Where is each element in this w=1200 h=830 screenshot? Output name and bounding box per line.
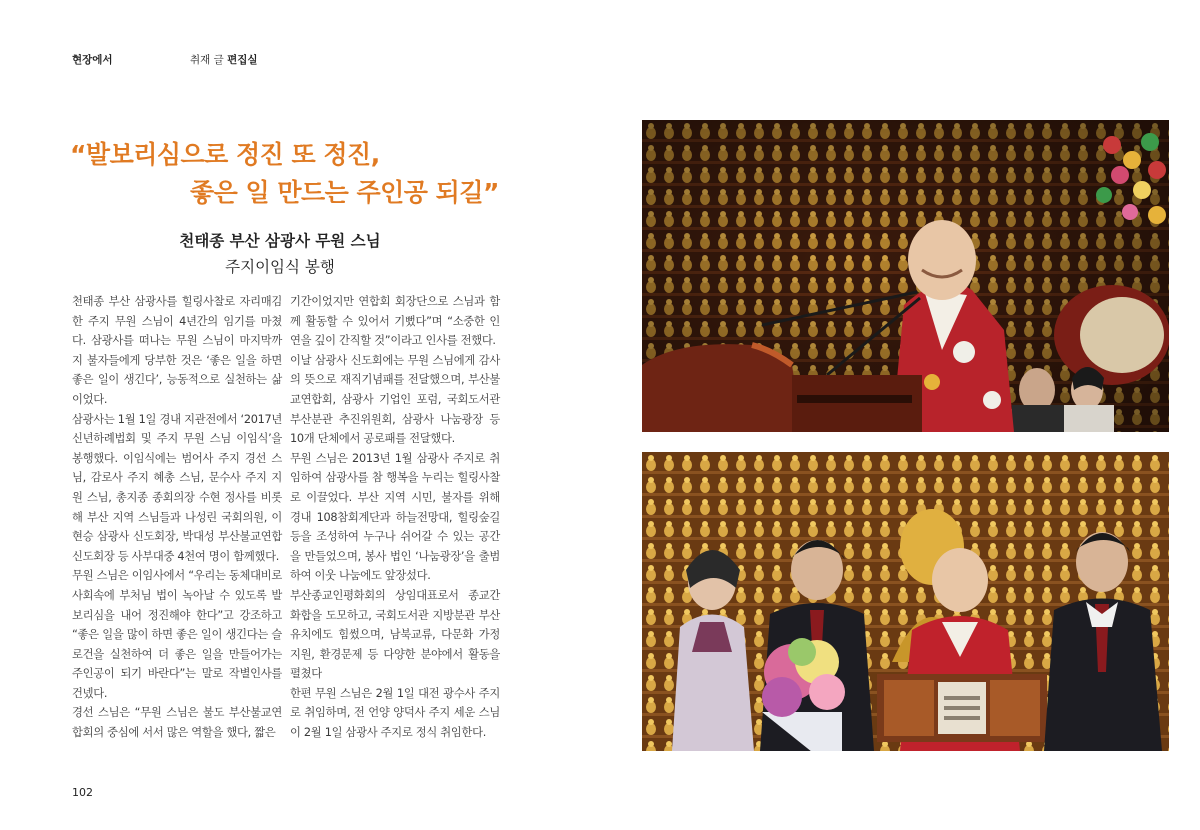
paragraph: 한편 무원 스님은 2월 1일 대전 광수사 주지로 취임하며, 전 언양 양덕사 주지 세운 스님이 2월 1일 삼광사 주지로 정식 취임한다. [290,686,500,740]
photo-group-commemoration [642,452,1169,751]
article-title [70,136,530,212]
paragraph: 기간이었지만 연합회 회장단으로 스님과 함께 활동할 수 있어서 기뻤다”며 “소중한 인연을 깊이 간직할 것”이라고 인사를 전했다. [290,295,500,348]
paragraph: 무원 스님은 이임사에서 “우리는 동체대비로 사회속에 부처님 법이 녹아날 수 있도록 발보리심을 내어 정진해야 한다”고 강조하고 “좋은 일을 많이 하면 좋은 일이 생긴다는 슬로건을 실천하여 더 좋은 일을 만들어가는 주인공이 되기 바란다”는 말로 작별인사를 건넸다. [72,569,282,700]
page-number: 102 [72,786,93,799]
body-column-2 [290,292,500,743]
subtitle-line-1: 천태종 부산 삼광사 무원 스님 [179,232,381,250]
photo-monk-speech [642,120,1169,432]
body-column-1 [72,292,282,743]
paragraph: 경선 스님은 “무원 스님은 불도 부산불교연합회의 중심에 서서 많은 역할을 했다, 짧은 [72,706,282,740]
byline-prefix: 취재 글 [190,54,224,66]
byline [190,52,258,67]
title-line-2: 좋은 일 만드는 주인공 되길” [190,178,499,207]
section-label: 현장에서 [72,54,113,66]
paragraph: 이날 삼광사 신도회에는 무원 스님에게 감사의 뜻으로 재직기념패를 전달했으며, 부산불교연합회, 삼광사 기업인 포럼, 국회도서관 부산분관 추진위원회, 삼광사 나눔광장 등 10개 단체에서 공로패를 전달했다. [290,353,500,446]
paragraph: 삼광사는 1월 1일 경내 지관전에서 ‘2017년 신년하례법회 및 주지 무원 스님 이임식’을 봉행했다. 이임식에는 범어사 주지 경선 스님, 감로사 주지 혜총 스님, 문수사 주지 지원 스님, 총지종 종회의장 수현 정사를 비롯해 부산 지역 스님들과 나성린 국회의원, 이현승 삼광사 신도회장, 박대성 부산불교연합 신도회장 등 사부대중 4천여 명이 함께했다. [72,412,282,563]
paragraph: 무원 스님은 2013년 1월 삼광사 주지로 취임하여 삼광사를 참 행복을 누리는 힐링사찰로 이끌었다. 부산 지역 시민, 불자를 위해 경내 108참회계단과 하늘전망대, 힐링숲길 등을 조성하여 누구나 쉬어갈 수 있는 공간을 만들었으며, 봉사 법인 ‘나눔광장’을 출범하여 이웃 나눔에도 앞장섰다. [290,451,500,583]
byline-name: 편집실 [227,54,258,66]
title-line-1: “발보리심으로 정진 또 정진, [70,140,380,169]
subtitle-line-2: 주지이임식 봉행 [225,258,335,276]
paragraph: 천태종 부산 삼광사를 힐링사찰로 자리매김한 주지 무원 스님이 4년간의 임기를 마쳤다. 삼광사를 떠나는 무원 스님이 마지막까지 불자들에게 당부한 것은 ‘좋은 일을 하면 좋은 일이 생긴다’, 능동적으로 실천하는 삶이었다. [72,295,282,406]
paragraph: 부산종교인평화회의 상임대표로서 종교간 화합을 도모하고, 국회도서관 지방분관 부산 유치에도 힘썼으며, 남북교류, 다문화 가정 지원, 환경문제 등 다양한 분야에서 활동을 펼쳤다 [290,588,500,681]
article-subtitle [150,228,410,280]
